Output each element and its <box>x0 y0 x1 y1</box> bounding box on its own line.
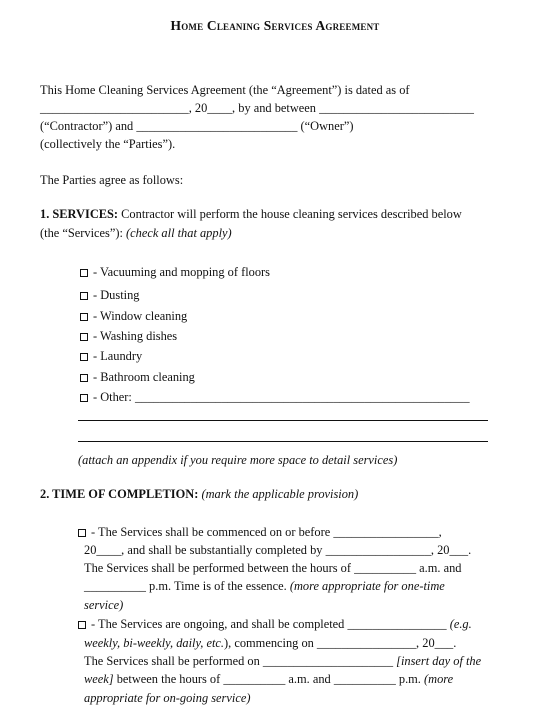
parties-agree-text: The Parties agree as follows: <box>40 173 184 187</box>
completion-option-2-line-5: appropriate for on-going service) <box>84 691 251 705</box>
service-item-label: - Vacuuming and mopping of floors <box>93 265 271 279</box>
intro-line-2[interactable]: ________________________, 20____, by and between _________________________ <box>40 101 474 115</box>
intro-line-1: This Home Cleaning Services Agreement (the “Agreement”) is dated as of <box>40 83 410 97</box>
completion-option-1-line-5: service) <box>84 598 124 612</box>
service-item-label: - Dusting <box>93 288 140 302</box>
checkbox[interactable] <box>80 394 88 402</box>
option-1-note: (more appropriate for one-time <box>289 579 445 593</box>
service-item-vacuuming <box>80 264 270 280</box>
intro-line-3[interactable]: (“Contractor”) and __________________________ (“Owner”) <box>40 119 354 133</box>
completion-option-2-line-1 <box>78 616 472 632</box>
completion-option-1-line-1 <box>78 524 442 540</box>
checkbox[interactable] <box>80 313 88 321</box>
completion-heading: 2. TIME OF COMPLETION: <box>40 487 199 501</box>
option-2-text[interactable]: The Services shall be performed on _____________________ <box>84 654 397 668</box>
checkbox[interactable] <box>80 333 88 341</box>
option-2-note: [insert day of the <box>396 654 482 668</box>
completion-option-1-line-2[interactable]: 20____, and shall be substantially completed by _________________, 20___. <box>84 543 472 557</box>
document-title: Home Cleaning Services Agreement <box>170 18 380 33</box>
intro-line-4: (collectively the “Parties”). <box>40 137 176 151</box>
services-intro-text-2: (the “Services”): <box>40 226 127 240</box>
option-2-note: week] <box>84 672 114 686</box>
option-2-note: (e.g. <box>449 617 472 631</box>
completion-option-1-line-3[interactable]: The Services shall be performed between the hours of __________ a.m. and <box>84 561 462 575</box>
service-item-other-field[interactable]: - Other: ______________________________________________________ <box>93 390 470 404</box>
option-2-text[interactable]: - The Services are ongoing, and shall be completed ________________ <box>91 617 450 631</box>
services-intro-line-2 <box>40 225 232 241</box>
completion-heading-note: (mark the applicable provision) <box>198 487 359 501</box>
checkbox[interactable] <box>80 374 88 382</box>
service-item-label: - Bathroom cleaning <box>93 370 195 384</box>
other-services-line-2[interactable] <box>78 441 488 442</box>
services-intro-text: Contractor will perform the house cleaning services described below <box>118 207 462 221</box>
service-item-washing-dishes <box>80 328 177 344</box>
services-heading: 1. SERVICES: <box>40 207 119 221</box>
checkbox[interactable] <box>80 292 88 300</box>
option-1-text[interactable]: - The Services shall be commenced on or before _________________, <box>91 525 442 539</box>
completion-option-2-line-3[interactable] <box>84 653 481 669</box>
service-item-label: - Window cleaning <box>93 309 188 323</box>
option-1-text[interactable]: __________ p.m. Time is of the essence. <box>84 579 290 593</box>
service-item-other <box>80 389 470 405</box>
service-item-dusting <box>80 287 139 303</box>
option-2-text[interactable]: ), commencing on ________________, 20___. <box>224 636 457 650</box>
service-item-bathroom-cleaning <box>80 369 195 385</box>
option-2-note: weekly, bi-weekly, daily, etc. <box>84 636 225 650</box>
check-all-note: (check all that apply) <box>126 226 232 240</box>
service-item-laundry <box>80 348 142 364</box>
service-item-window-cleaning <box>80 308 187 324</box>
checkbox[interactable] <box>80 353 88 361</box>
services-heading-line <box>40 206 462 222</box>
completion-option-2-line-4[interactable] <box>84 671 453 687</box>
option-2-text[interactable]: between the hours of __________ a.m. and __________ p.m. <box>113 672 425 686</box>
completion-heading-line <box>40 486 358 502</box>
appendix-note: (attach an appendix if you require more space to detail services) <box>78 453 398 467</box>
other-services-line-1[interactable] <box>78 420 488 421</box>
option-2-note: (more <box>424 672 454 686</box>
completion-option-2-line-2[interactable] <box>84 635 456 651</box>
service-item-label: - Laundry <box>93 349 143 363</box>
checkbox[interactable] <box>80 269 88 277</box>
service-item-label: - Washing dishes <box>93 329 178 343</box>
completion-option-1-line-4[interactable] <box>84 578 445 594</box>
checkbox[interactable] <box>78 529 86 537</box>
checkbox[interactable] <box>78 621 86 629</box>
